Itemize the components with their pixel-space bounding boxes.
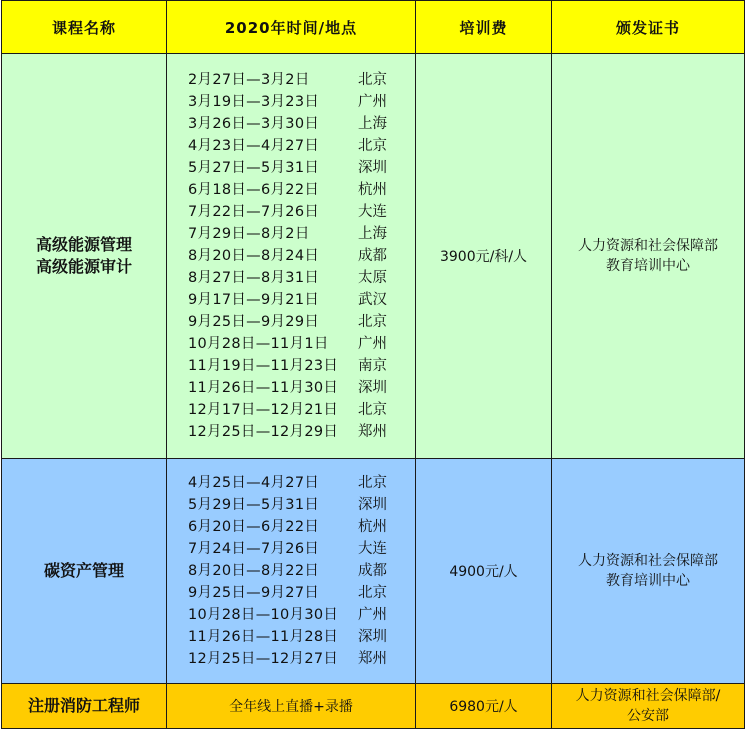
schedule-date: 10月28日—11月1日 bbox=[188, 336, 329, 352]
schedule-entry bbox=[188, 267, 394, 289]
schedule-entry bbox=[188, 626, 394, 648]
schedule-entry bbox=[188, 516, 394, 538]
schedule-entry bbox=[188, 494, 394, 516]
schedule-city: 郑州 bbox=[358, 651, 387, 667]
schedule-entry bbox=[188, 91, 394, 113]
certificate-cell bbox=[552, 459, 745, 684]
certificate-line: 人力资源和社会保障部 bbox=[578, 553, 718, 569]
schedule-entry bbox=[188, 399, 394, 421]
schedule-city: 北京 bbox=[358, 72, 387, 88]
schedule-date: 11月26日—11月28日 bbox=[188, 629, 339, 645]
certificate-line: 人力资源和社会保障部/ bbox=[575, 688, 721, 704]
certificate-line: 人力资源和社会保障部 bbox=[578, 238, 718, 254]
schedule-city: 深圳 bbox=[358, 497, 387, 513]
schedule-city: 广州 bbox=[358, 94, 387, 110]
schedule-date: 8月20日—8月22日 bbox=[188, 563, 320, 579]
schedule-date: 7月22日—7月26日 bbox=[188, 204, 320, 220]
schedule-entry bbox=[188, 421, 394, 443]
header-fee: 培训费 bbox=[416, 1, 552, 54]
schedule-entry bbox=[188, 223, 394, 245]
schedule-date: 12月17日—12月21日 bbox=[188, 402, 339, 418]
schedule-date: 5月27日—5月31日 bbox=[188, 160, 320, 176]
schedule-date: 5月29日—5月31日 bbox=[188, 497, 320, 513]
schedule-date: 3月19日—3月23日 bbox=[188, 94, 320, 110]
header-course-name: 课程名称 bbox=[2, 1, 167, 54]
schedule-city: 杭州 bbox=[358, 519, 387, 535]
schedule-date: 2月27日—3月2日 bbox=[188, 72, 310, 88]
schedule-date: 10月28日—10月30日 bbox=[188, 607, 339, 623]
time-place-cell: 全年线上直播+录播 bbox=[167, 684, 416, 729]
schedule-entry bbox=[188, 289, 394, 311]
training-schedule-table bbox=[1, 0, 745, 729]
schedule-date: 12月25日—12月29日 bbox=[188, 424, 339, 440]
schedule-city: 深圳 bbox=[358, 380, 387, 396]
schedule-entry bbox=[188, 377, 394, 399]
schedule-date: 9月25日—9月27日 bbox=[188, 585, 320, 601]
fee-cell: 3900元/科/人 bbox=[416, 54, 552, 459]
schedule-entry bbox=[188, 201, 394, 223]
schedule-city: 太原 bbox=[358, 270, 387, 286]
schedule-city: 北京 bbox=[358, 402, 387, 418]
fee-cell: 4900元/人 bbox=[416, 459, 552, 684]
certificate-cell bbox=[552, 54, 745, 459]
schedule-entry bbox=[188, 333, 394, 355]
schedule-date: 8月27日—8月31日 bbox=[188, 270, 320, 286]
course-name-cell: 注册消防工程师 bbox=[2, 684, 167, 729]
certificate-line: 教育培训中心 bbox=[606, 258, 690, 274]
schedule-entry bbox=[188, 648, 394, 670]
schedule-city: 成都 bbox=[358, 563, 387, 579]
schedule-city: 北京 bbox=[358, 585, 387, 601]
header-row bbox=[2, 1, 745, 54]
schedule-cell bbox=[167, 459, 416, 684]
certificate-line: 公安部 bbox=[627, 708, 669, 724]
schedule-city: 北京 bbox=[358, 475, 387, 491]
schedule-date: 6月20日—6月22日 bbox=[188, 519, 320, 535]
schedule-date: 8月20日—8月24日 bbox=[188, 248, 320, 264]
schedule-entry bbox=[188, 472, 394, 494]
schedule-entry bbox=[188, 157, 394, 179]
schedule-city: 上海 bbox=[358, 116, 387, 132]
schedule-entry bbox=[188, 311, 394, 333]
schedule-date: 9月25日—9月29日 bbox=[188, 314, 320, 330]
schedule-date: 7月24日—7月26日 bbox=[188, 541, 320, 557]
schedule-entry bbox=[188, 245, 394, 267]
schedule-list bbox=[188, 472, 394, 670]
schedule-entry bbox=[188, 582, 394, 604]
schedule-date: 6月18日—6月22日 bbox=[188, 182, 320, 198]
course-row-carbon bbox=[2, 459, 745, 684]
schedule-city: 成都 bbox=[358, 248, 387, 264]
course-row-energy bbox=[2, 54, 745, 459]
schedule-date: 3月26日—3月30日 bbox=[188, 116, 320, 132]
schedule-city: 深圳 bbox=[358, 629, 387, 645]
schedule-city: 郑州 bbox=[358, 424, 387, 440]
schedule-entry bbox=[188, 135, 394, 157]
certificate-cell bbox=[552, 684, 745, 729]
schedule-date: 7月29日—8月2日 bbox=[188, 226, 310, 242]
fee-cell: 6980元/人 bbox=[416, 684, 552, 729]
schedule-list bbox=[188, 69, 394, 443]
course-name-line: 高级能源管理 bbox=[35, 235, 132, 254]
schedule-city: 深圳 bbox=[358, 160, 387, 176]
course-name-cell: 碳资产管理 bbox=[2, 459, 167, 684]
header-time-place: 2020年时间/地点 bbox=[167, 1, 416, 54]
schedule-date: 4月25日—4月27日 bbox=[188, 475, 320, 491]
schedule-city: 大连 bbox=[358, 204, 387, 220]
schedule-entry bbox=[188, 560, 394, 582]
schedule-city: 武汉 bbox=[358, 292, 387, 308]
schedule-entry bbox=[188, 355, 394, 377]
schedule-entry bbox=[188, 604, 394, 626]
schedule-city: 大连 bbox=[358, 541, 387, 557]
schedule-city: 广州 bbox=[358, 336, 387, 352]
certificate-line: 教育培训中心 bbox=[606, 573, 690, 589]
schedule-cell bbox=[167, 54, 416, 459]
schedule-entry bbox=[188, 69, 394, 91]
header-certificate: 颁发证书 bbox=[552, 1, 745, 54]
schedule-entry bbox=[188, 113, 394, 135]
course-name-cell bbox=[2, 54, 167, 459]
schedule-city: 南京 bbox=[358, 358, 387, 374]
schedule-date: 9月17日—9月21日 bbox=[188, 292, 320, 308]
schedule-city: 广州 bbox=[358, 607, 387, 623]
schedule-city: 杭州 bbox=[358, 182, 387, 198]
schedule-entry bbox=[188, 179, 394, 201]
schedule-date: 12月25日—12月27日 bbox=[188, 651, 339, 667]
schedule-entry bbox=[188, 538, 394, 560]
schedule-city: 北京 bbox=[358, 314, 387, 330]
course-name-line: 高级能源审计 bbox=[35, 257, 132, 276]
schedule-date: 4月23日—4月27日 bbox=[188, 138, 320, 154]
schedule-date: 11月26日—11月30日 bbox=[188, 380, 339, 396]
course-row-fire bbox=[2, 684, 745, 729]
schedule-city: 上海 bbox=[358, 226, 387, 242]
schedule-date: 11月19日—11月23日 bbox=[188, 358, 339, 374]
schedule-city: 北京 bbox=[358, 138, 387, 154]
